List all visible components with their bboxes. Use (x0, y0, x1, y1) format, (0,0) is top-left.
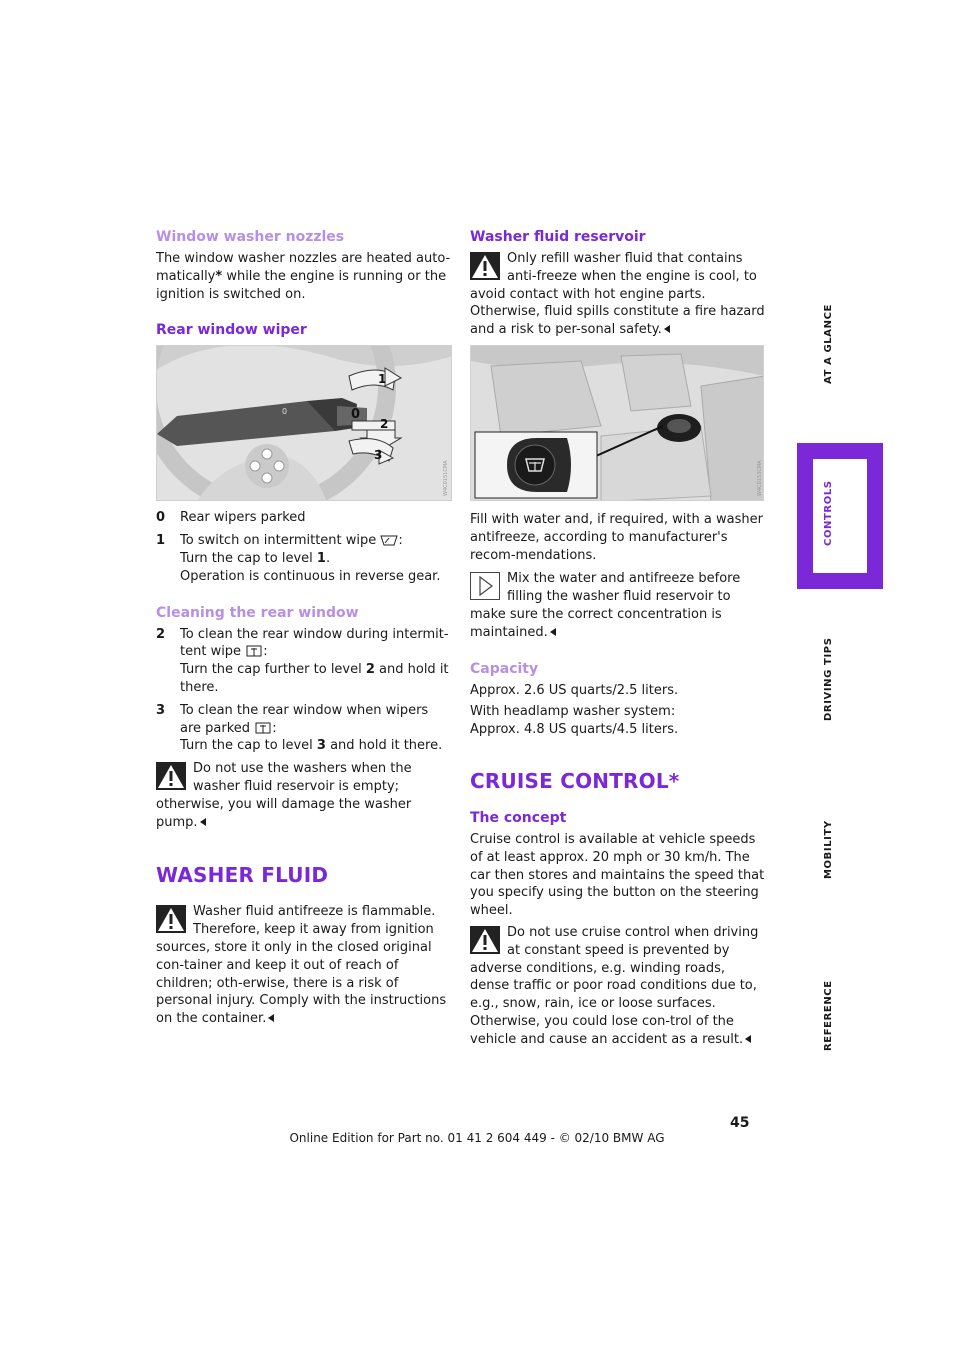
side-tab-mobility[interactable]: MOBILITY (823, 820, 834, 879)
page-number: 45 (730, 1115, 750, 1131)
svg-text:0: 0 (282, 407, 288, 417)
rear-wiper-illustration (157, 346, 452, 501)
left-column (156, 228, 452, 1032)
warning-washer-pump: Do not use the washers when the washer fluid reservoir is empty; otherwise, you will damage the washer pump. (156, 761, 412, 830)
footer: Online Edition for Part no. 01 41 2 604 449 - © 02/10 BMW AG (289, 1131, 665, 1145)
back-arrow-icon (268, 1014, 274, 1022)
figure-label-1: 1 (378, 372, 387, 387)
side-tab-driving-tips[interactable]: DRIVING TIPS (823, 637, 834, 721)
concept-text: Cruise control is available at vehicle speeds of at least approx. 20 mph or 30 km/h. The car then stores and maintains the speed that you specify using the button on the steering wheel. (470, 831, 765, 919)
list-item-1: 1 To switch on intermittent wipe : Turn the cap to level 1. Operation is continuous in reverse gear. (156, 533, 441, 584)
rear-wiper-figure (156, 345, 452, 501)
capacity-3: Approx. 4.8 US quarts/4.5 liters. (470, 722, 679, 738)
warning-flammable: Washer fluid antifreeze is flammable. Therefore, keep it away from ignition sources, store it only in the closed original con-tainer and keep it out of reach of children; oth-erwise, there is a risk of personal injury. Comply with the instructions on the container. (156, 904, 447, 1027)
list-item-2: 2 To clean the rear window during intermit-tent wipe : Turn the cap further to level 2 and hold it there. (156, 626, 449, 695)
warning-cruise: Do not use cruise control when driving at constant speed is prevented by adverse conditions, e.g. winding roads, dense traffic or poor road conditions due to, e.g., snow, rain, ice or loose surfaces. Otherwise, you could lose con-trol of the vehicle and cause an accident as a result. (470, 924, 759, 1047)
nozzles-text: The window washer nozzles are heated auto-matically* while the engine is running or the ignition is switched on. (156, 251, 451, 302)
back-arrow-icon (664, 325, 670, 333)
right-column (470, 228, 766, 1053)
side-tab-controls[interactable]: CONTROLS (823, 480, 834, 546)
reservoir-figure (470, 345, 764, 501)
figure-code: W4C0153CMA (757, 460, 763, 496)
figure-code: W4C0151CMA (443, 460, 449, 497)
rear-wiper-title: Rear window wiper (156, 322, 307, 339)
note-arrow-icon (470, 572, 500, 600)
capacity-1: Approx. 2.6 US quarts/2.5 liters. (470, 682, 679, 698)
note-mix: Mix the water and antifreeze before filling the washer fluid reservoir to make sure the correct concentration is maintained. (470, 571, 741, 640)
warning-triangle-icon (156, 905, 186, 933)
concept-title: The concept (470, 809, 567, 826)
intermittent-wipe-icon (380, 534, 398, 547)
side-tab-reference[interactable]: REFERENCE (823, 980, 834, 1051)
list-item-3: 3 To clean the rear window when wipers are parked : Turn the cap to level 3 and hold it there. (156, 702, 443, 754)
warning-triangle-icon (470, 926, 500, 954)
side-tab-at-a-glance[interactable]: AT A GLANCE (823, 304, 834, 384)
back-arrow-icon (745, 1035, 751, 1043)
back-arrow-icon (200, 818, 206, 826)
warning-triangle-icon (156, 762, 186, 790)
warning-triangle-icon (470, 252, 500, 280)
capacity-2: With headlamp washer system: (470, 704, 676, 720)
list-item-0: 0 Rear wipers parked (156, 510, 306, 526)
rear-wiper-icon (245, 644, 263, 658)
cleaning-title: Cleaning the rear window (156, 604, 359, 621)
back-arrow-icon (550, 628, 556, 636)
figure-label-0: 0 (351, 407, 361, 423)
cruise-control-heading: CRUISE CONTROL* (470, 768, 680, 793)
reservoir-title: Washer fluid reservoir (470, 229, 646, 245)
warning-reservoir: Only refill washer fluid that contains anti-freeze when the engine is cool, to avoid contact with hot engine parts. Otherwise, fluid spills constitute a fire hazard and a risk to per-sonal safety. (470, 251, 765, 338)
figure-label-2: 2 (380, 417, 389, 432)
rear-wiper-icon (254, 721, 272, 735)
capacity-title: Capacity (470, 660, 539, 677)
reservoir-illustration (471, 346, 764, 501)
fill-text: Fill with water and, if required, with a washer antifreeze, according to manufacturer's recom-mendations. (470, 511, 763, 563)
washer-fluid-heading: WASHER FLUID (156, 863, 329, 888)
nozzles-title: Window washer nozzles (156, 229, 345, 245)
figure-label-3: 3 (374, 448, 383, 463)
